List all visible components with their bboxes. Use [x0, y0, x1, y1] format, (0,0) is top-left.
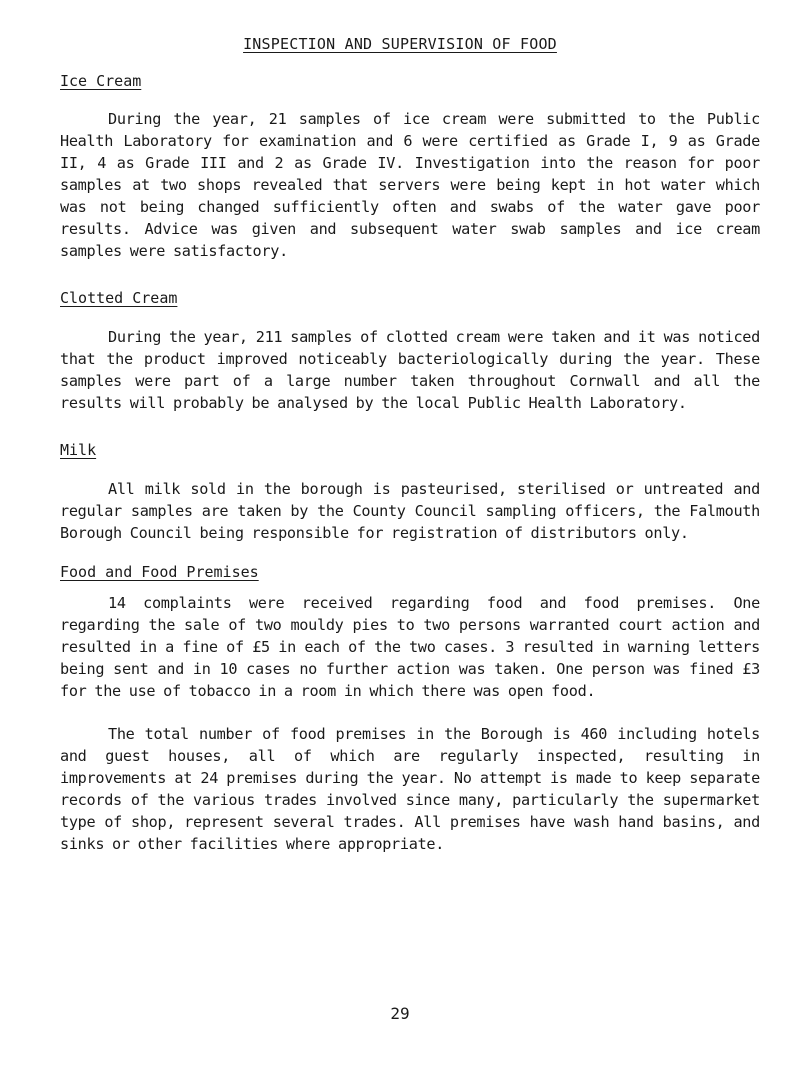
food-premises-paragraph-2: The total number of food premises in the Borough is 460 including hotels and guest houses, all of which are regularly inspected, resulting in improvements at 24 premises during the year. No attempt is made to keep separate records of the various trades involved since many, particularly the supermarket type of shop, represent several trades. All premises have wash hand basins, and sinks or other facilities where appropriate.	[60, 725, 760, 853]
section-heading-food-premises: Food and Food Premises	[60, 563, 259, 581]
clotted-cream-paragraph: During the year, 211 samples of clotted cream were taken and it was noticed that the product improved noticeably bacteriologically during the year. These samples were part of a large number taken throughout Cornwall and all the results will probably be analysed by the local Public Health Laboratory.	[60, 328, 760, 412]
section-heading-clotted-cream: Clotted Cream	[60, 289, 178, 307]
page-title: INSPECTION AND SUPERVISION OF FOOD	[243, 35, 557, 53]
ice-cream-paragraph: During the year, 21 samples of ice cream were submitted to the Public Health Laboratory for examination and 6 were certified as Grade I, 9 as Grade II, 4 as Grade III and 2 as Grade IV. Investigation into the reason for poor samples at two shops revealed that servers were being kept in hot water which was not being changed sufficiently often and swabs of the water gave poor results. Advice was given and subsequent water swab samples and ice cream samples were satisfactory.	[60, 110, 760, 260]
milk-paragraph: All milk sold in the borough is pasteurised, sterilised or untreated and regular samples are taken by the County Council sampling officers, the Falmouth Borough Council being responsible for registration of distributors only.	[60, 480, 760, 542]
section-heading-milk: Milk	[60, 441, 97, 459]
food-premises-paragraph-1: 14 complaints were received regarding food and food premises. One regarding the sale of two mouldy pies to two persons warranted court action and resulted in a fine of £5 in each of the two cases. 3 resulted in warning letters being sent and in 10 cases no further action was taken. One person was fined £3 for the use of tobacco in a room in which there was open food.	[60, 594, 760, 700]
section-heading-ice-cream: Ice Cream	[60, 72, 142, 90]
page-number: 29	[390, 1004, 410, 1023]
